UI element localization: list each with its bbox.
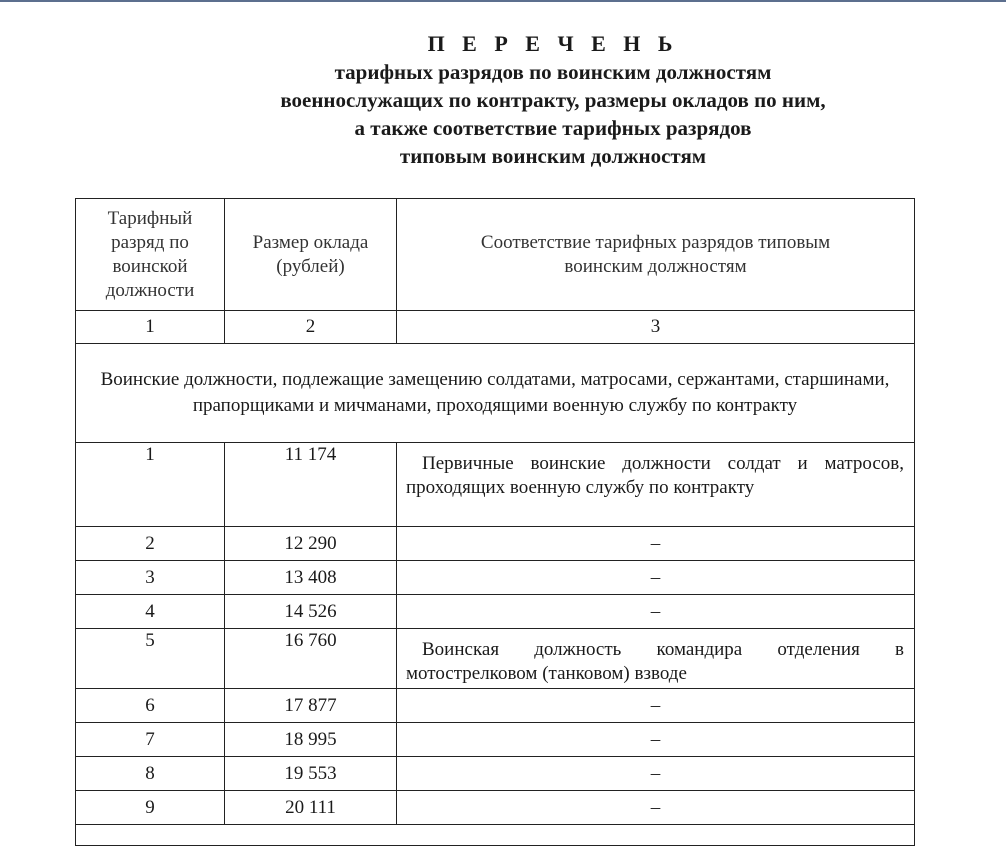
table-row xyxy=(76,443,915,527)
header-position: Соответствие тарифных разрядов типовым воинским должностям xyxy=(397,199,915,311)
table-row xyxy=(76,723,915,757)
column-number: 3 xyxy=(397,311,915,344)
grade-cell: 9 xyxy=(76,791,225,825)
header-salary: Размер оклада (рублей) xyxy=(225,199,397,311)
position-cell: – xyxy=(397,527,915,561)
title-heading: П Е Р Е Ч Е Н Ь xyxy=(427,31,679,56)
grade-cell: 5 xyxy=(76,629,225,689)
column-number-row xyxy=(76,311,915,344)
table-row xyxy=(76,629,915,689)
grade-cell: 8 xyxy=(76,757,225,791)
table-row xyxy=(76,595,915,629)
section-header-row xyxy=(76,344,915,443)
grade-cell: 4 xyxy=(76,595,225,629)
column-number: 1 xyxy=(76,311,225,344)
header-grade: Тарифный разряд по воинской должности xyxy=(76,199,225,311)
title-line-2: военнослужащих по контракту, размеры окладов по ним, xyxy=(280,88,826,112)
section-title: Воинские должности, подлежащие замещению солдатами, матросами, сержантами, старшинами, прапорщиками и мичманами, проходящими военную службу по контракту xyxy=(76,344,915,443)
salary-cell: 13 408 xyxy=(225,561,397,595)
grade-cell: 2 xyxy=(76,527,225,561)
salary-cell: 14 526 xyxy=(225,595,397,629)
salary-cell: 18 995 xyxy=(225,723,397,757)
title-line-1: тарифных разрядов по воинским должностям xyxy=(334,60,772,84)
position-cell: Воинская должность командира отделения в мотострелковом (танковом) взводе xyxy=(397,629,915,689)
grade-cell: 7 xyxy=(76,723,225,757)
table-row xyxy=(76,757,915,791)
table-header-row xyxy=(76,199,915,311)
grade-cell: 1 xyxy=(76,443,225,527)
table-row xyxy=(76,689,915,723)
grade-cell: 6 xyxy=(76,689,225,723)
position-cell: Первичные воинские должности солдат и матросов, проходящих военную службу по контракту xyxy=(397,443,915,527)
top-border xyxy=(0,0,1006,2)
position-cell: – xyxy=(397,723,915,757)
position-cell: – xyxy=(397,689,915,723)
table-row-continuation xyxy=(76,825,915,846)
tariff-table xyxy=(75,198,915,846)
title-line-4: типовым воинским должностям xyxy=(399,144,707,168)
title-line-3: а также соответствие тарифных разрядов xyxy=(354,116,752,140)
document-title xyxy=(0,30,1006,170)
table-row xyxy=(76,561,915,595)
table-row xyxy=(76,527,915,561)
salary-cell: 17 877 xyxy=(225,689,397,723)
salary-cell: 12 290 xyxy=(225,527,397,561)
salary-cell: 16 760 xyxy=(225,629,397,689)
salary-cell: 19 553 xyxy=(225,757,397,791)
column-number: 2 xyxy=(225,311,397,344)
grade-cell: 3 xyxy=(76,561,225,595)
continuation-cell xyxy=(76,825,915,846)
table-row xyxy=(76,791,915,825)
salary-cell: 11 174 xyxy=(225,443,397,527)
position-cell: – xyxy=(397,791,915,825)
salary-cell: 20 111 xyxy=(225,791,397,825)
position-cell: – xyxy=(397,595,915,629)
position-cell: – xyxy=(397,757,915,791)
position-cell: – xyxy=(397,561,915,595)
